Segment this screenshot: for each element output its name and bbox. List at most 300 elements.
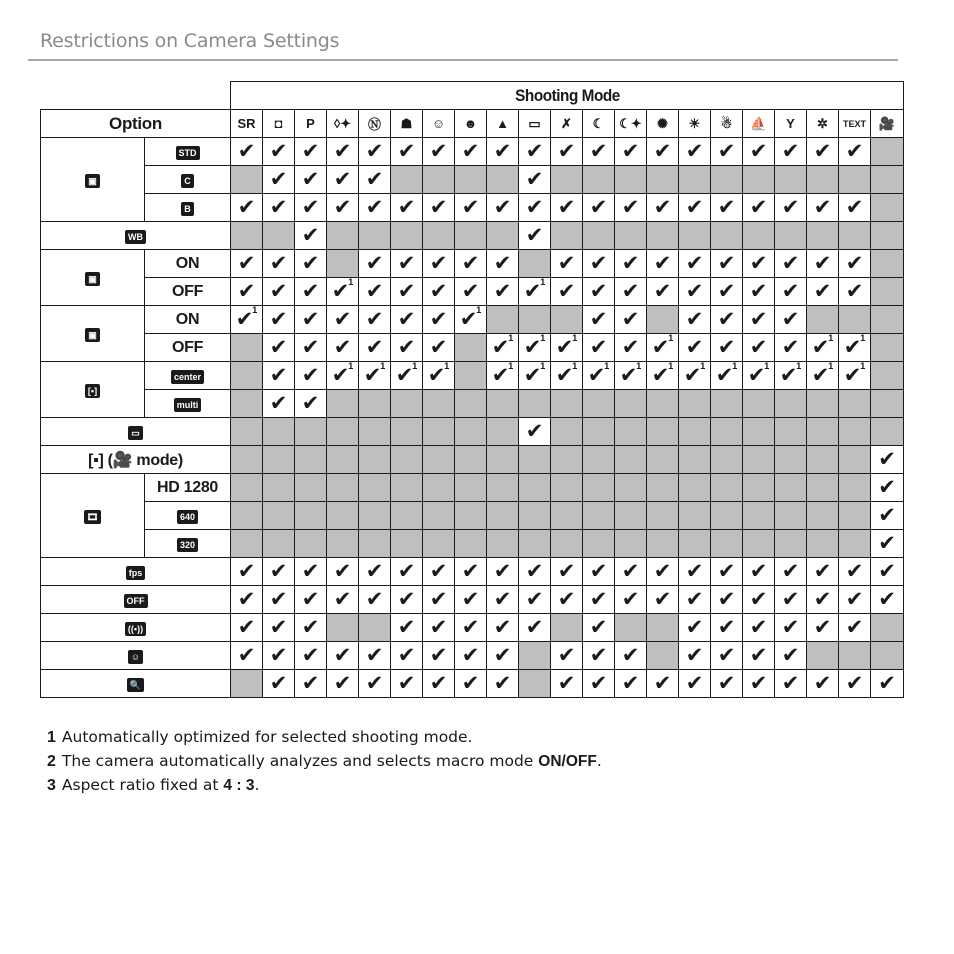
check-icon: ✔: [365, 139, 384, 163]
available-check: [263, 586, 295, 614]
available-check: [359, 334, 391, 362]
unavailable-cell: [263, 418, 295, 446]
unavailable-cell: [583, 446, 615, 474]
available-check: [231, 250, 263, 278]
unavailable-cell: [583, 474, 615, 502]
anti-blur-icon: ◊✦: [327, 110, 359, 138]
unavailable-cell: [295, 418, 327, 446]
unavailable-cell: [327, 502, 359, 530]
check-icon: ✔: [685, 251, 704, 275]
check-icon: ✔: [717, 335, 736, 359]
unavailable-cell: [519, 502, 551, 530]
check-icon: ✔: [749, 139, 768, 163]
check-icon: ✔: [301, 167, 320, 191]
check-icon: ✔: [493, 615, 512, 639]
dual-is-icon: ▣: [85, 272, 100, 286]
unavailable-cell: [327, 446, 359, 474]
available-check: [583, 250, 615, 278]
unavailable-cell: [615, 166, 647, 194]
available-check: [839, 194, 871, 222]
available-check: [775, 306, 807, 334]
unavailable-cell: [231, 222, 263, 250]
available-check: [487, 362, 519, 390]
available-check: [391, 250, 423, 278]
available-check: [391, 138, 423, 166]
available-check: [679, 138, 711, 166]
movie-quality-sub-text: HD 1280: [156, 478, 219, 496]
check-icon: ✔: [235, 307, 254, 331]
panorama-icon: ▭: [128, 426, 143, 440]
check-icon: ✔: [269, 195, 288, 219]
table-row: [41, 418, 904, 446]
unavailable-cell: [359, 390, 391, 418]
available-check: [327, 642, 359, 670]
check-icon: ✔: [845, 279, 864, 303]
available-check: [487, 334, 519, 362]
check-icon: ✔: [237, 279, 256, 303]
unavailable-cell: [775, 502, 807, 530]
available-check: [295, 194, 327, 222]
check-icon: ✔: [555, 363, 574, 387]
available-check: [679, 642, 711, 670]
check-icon: ✔: [878, 503, 896, 527]
check-icon: ✔: [781, 587, 800, 611]
face-detection-icon: [41, 306, 145, 362]
available-check: [455, 586, 487, 614]
unavailable-cell: [775, 222, 807, 250]
unavailable-cell: [679, 502, 711, 530]
available-check: [775, 278, 807, 306]
available-check: [871, 586, 904, 614]
available-check: [455, 278, 487, 306]
check-icon: ✔: [269, 307, 288, 331]
header-rule: [28, 59, 898, 61]
check-icon: ✔: [685, 671, 704, 695]
footnote-1-marker: 1: [348, 361, 354, 371]
table-row: [41, 558, 904, 586]
check-icon: ✔: [429, 307, 448, 331]
check-icon: ✔: [301, 307, 320, 331]
unavailable-cell: [839, 166, 871, 194]
available-check: [775, 586, 807, 614]
check-icon: ✔: [781, 195, 800, 219]
white-balance-label: [41, 222, 231, 250]
available-check: [615, 138, 647, 166]
footnote-1-marker: 1: [476, 305, 482, 315]
check-icon: ✔: [589, 307, 608, 331]
unavailable-cell: [775, 418, 807, 446]
face-detection-sub-text: ON: [175, 310, 200, 328]
unavailable-cell: [807, 418, 839, 446]
unavailable-cell: [327, 418, 359, 446]
available-check: [615, 278, 647, 306]
check-icon: ✔: [717, 139, 736, 163]
table-row: [41, 194, 904, 222]
check-icon: ✔: [429, 279, 448, 303]
check-icon: ✔: [333, 307, 352, 331]
check-icon: ✔: [333, 335, 352, 359]
unavailable-cell: [391, 418, 423, 446]
available-check: [743, 362, 775, 390]
available-check: [231, 558, 263, 586]
unavailable-cell: [391, 502, 423, 530]
footnote-1-marker: 1: [540, 277, 546, 287]
available-check: [295, 278, 327, 306]
check-icon: ✔: [397, 195, 416, 219]
check-icon: ✔: [685, 307, 704, 331]
unavailable-cell: [647, 390, 679, 418]
available-check: [583, 670, 615, 698]
available-check: [455, 306, 487, 334]
available-check: [807, 614, 839, 642]
natural-light-icon: Ⓝ: [359, 110, 391, 138]
available-check: [583, 614, 615, 642]
available-check: [711, 362, 743, 390]
available-check: [327, 166, 359, 194]
unavailable-cell: [871, 166, 904, 194]
available-check: [327, 306, 359, 334]
check-icon: ✔: [749, 251, 768, 275]
available-check: [839, 558, 871, 586]
check-icon: ✔: [749, 559, 768, 583]
unavailable-cell: [807, 166, 839, 194]
unavailable-cell: [615, 390, 647, 418]
available-check: [743, 586, 775, 614]
unavailable-cell: [551, 306, 583, 334]
available-check: [231, 194, 263, 222]
unavailable-cell: [391, 222, 423, 250]
flower-icon: ✲: [807, 110, 839, 138]
check-icon: ✔: [397, 643, 416, 667]
check-icon: ✔: [429, 335, 448, 359]
check-icon: ✔: [491, 335, 510, 359]
unavailable-cell: [455, 418, 487, 446]
check-icon: ✔: [749, 279, 768, 303]
check-icon: ✔: [301, 587, 320, 611]
available-check: [295, 222, 327, 250]
available-check: [743, 334, 775, 362]
check-icon: ✔: [717, 587, 736, 611]
available-check: [807, 670, 839, 698]
available-check: [711, 642, 743, 670]
check-icon: ✔: [429, 139, 448, 163]
available-check: [871, 474, 904, 502]
check-icon: ✔: [397, 335, 416, 359]
check-icon: ✔: [781, 251, 800, 275]
unavailable-cell: [807, 642, 839, 670]
check-icon: ✔: [269, 279, 288, 303]
check-icon: ✔: [493, 195, 512, 219]
unavailable-cell: [743, 474, 775, 502]
blink-label: [41, 642, 231, 670]
dual-is-sub-label: [145, 278, 231, 306]
available-check: [583, 194, 615, 222]
check-icon: ✔: [237, 559, 256, 583]
unavailable-cell: [295, 502, 327, 530]
check-icon: ✔: [749, 643, 768, 667]
check-icon: ✔: [589, 643, 608, 667]
unavailable-cell: [551, 166, 583, 194]
film-simulation-sub-label: [145, 194, 231, 222]
panorama-label: [41, 418, 231, 446]
check-icon: ✔: [685, 643, 704, 667]
check-icon: ✔: [621, 195, 640, 219]
check-icon: ✔: [493, 559, 512, 583]
available-check: [263, 250, 295, 278]
available-check: [679, 306, 711, 334]
face-detection-sub-label: [145, 306, 231, 334]
available-check: [519, 418, 551, 446]
available-check: [743, 306, 775, 334]
available-check: [711, 614, 743, 642]
available-check: [519, 334, 551, 362]
available-check: [359, 306, 391, 334]
available-check: [263, 614, 295, 642]
available-check: [711, 586, 743, 614]
available-check: [423, 138, 455, 166]
unavailable-cell: [743, 502, 775, 530]
footnote-1-marker: 1: [572, 361, 578, 371]
available-check: [711, 306, 743, 334]
unavailable-cell: [871, 306, 904, 334]
unavailable-cell: [423, 446, 455, 474]
unavailable-cell: [519, 642, 551, 670]
check-icon: ✔: [811, 363, 830, 387]
unavailable-cell: [455, 390, 487, 418]
check-icon: ✔: [878, 587, 896, 611]
available-check: [423, 670, 455, 698]
check-icon: ✔: [365, 643, 384, 667]
unavailable-cell: [455, 222, 487, 250]
available-check: [615, 642, 647, 670]
check-icon: ✔: [397, 559, 416, 583]
available-check: [327, 334, 359, 362]
check-icon: ✔: [845, 251, 864, 275]
check-icon: ✔: [685, 335, 704, 359]
unavailable-cell: [327, 614, 359, 642]
unavailable-cell: [647, 614, 679, 642]
check-icon: ✔: [845, 587, 864, 611]
film-simulation-sub-label: [145, 138, 231, 166]
available-check: [647, 138, 679, 166]
text-icon: TEXT: [839, 110, 871, 138]
available-check: [231, 642, 263, 670]
check-icon: ✔: [653, 195, 672, 219]
fireworks-icon: ✺: [647, 110, 679, 138]
check-icon: ✔: [845, 615, 864, 639]
unavailable-cell: [263, 446, 295, 474]
unavailable-cell: [455, 446, 487, 474]
check-icon: ✔: [749, 615, 768, 639]
available-check: [679, 558, 711, 586]
check-icon: ✔: [683, 363, 702, 387]
unavailable-cell: [743, 222, 775, 250]
unavailable-cell: [551, 222, 583, 250]
check-icon: ✔: [589, 671, 608, 695]
check-icon: ✔: [621, 279, 640, 303]
footnote-1-marker: 1: [764, 361, 770, 371]
available-check: [327, 138, 359, 166]
unavailable-cell: [743, 390, 775, 418]
check-icon: ✔: [269, 587, 288, 611]
available-check: [679, 250, 711, 278]
available-check: [775, 362, 807, 390]
unavailable-cell: [871, 222, 904, 250]
available-check: [871, 530, 904, 558]
unavailable-cell: [263, 502, 295, 530]
check-icon: ✔: [429, 615, 448, 639]
movie-quality-sub-label: [145, 502, 231, 530]
check-icon: ✔: [813, 139, 832, 163]
check-icon: ✔: [523, 335, 542, 359]
available-check: [519, 586, 551, 614]
check-icon: ✔: [365, 559, 384, 583]
unavailable-cell: [871, 194, 904, 222]
available-check: [231, 586, 263, 614]
unavailable-cell: [391, 390, 423, 418]
available-check: [487, 278, 519, 306]
available-check: [615, 194, 647, 222]
landscape-icon: ▲: [487, 110, 519, 138]
table-row: [41, 250, 904, 278]
check-icon: ✔: [365, 587, 384, 611]
available-check: [711, 334, 743, 362]
unavailable-cell: [423, 418, 455, 446]
unavailable-cell: [263, 474, 295, 502]
available-check: [743, 138, 775, 166]
table-row: [41, 278, 904, 306]
snow-icon: ☃: [711, 110, 743, 138]
af-mode-sub-label: [145, 362, 231, 390]
check-icon: ✔: [651, 363, 670, 387]
available-check: [391, 278, 423, 306]
footnote-1-marker: 1: [572, 333, 578, 343]
check-icon: ✔: [651, 335, 670, 359]
header-row-modes: [41, 110, 904, 138]
table-row: [41, 474, 904, 502]
check-icon: ✔: [525, 167, 544, 191]
baby-icon: ☺: [423, 110, 455, 138]
check-icon: ✔: [429, 195, 448, 219]
available-check: [295, 586, 327, 614]
check-icon: ✔: [621, 307, 640, 331]
unavailable-cell: [487, 502, 519, 530]
check-icon: ✔: [589, 559, 608, 583]
unavailable-cell: [807, 530, 839, 558]
unavailable-cell: [231, 670, 263, 698]
available-check: [263, 334, 295, 362]
unavailable-cell: [711, 446, 743, 474]
unavailable-cell: [551, 502, 583, 530]
unavailable-cell: [263, 530, 295, 558]
blank-cell: [41, 82, 231, 110]
check-icon: ✔: [621, 335, 640, 359]
unavailable-cell: [423, 502, 455, 530]
available-check: [263, 194, 295, 222]
dual-is-sub-text: OFF: [171, 282, 204, 300]
available-check: [743, 194, 775, 222]
check-icon: ✔: [525, 195, 544, 219]
check-icon: ✔: [461, 643, 480, 667]
check-icon: ✔: [779, 363, 798, 387]
check-icon: ✔: [365, 251, 384, 275]
available-check: [743, 670, 775, 698]
available-check: [519, 614, 551, 642]
night-tripod-icon: ☾✦: [615, 110, 647, 138]
face-detection-sub-text: OFF: [171, 338, 204, 356]
check-icon: ✔: [557, 559, 576, 583]
check-icon: ✔: [557, 279, 576, 303]
check-icon: ✔: [653, 139, 672, 163]
footnote-after: .: [596, 752, 602, 770]
footnote-1-marker: 1: [700, 361, 706, 371]
check-icon: ✔: [427, 363, 446, 387]
check-icon: ✔: [397, 139, 416, 163]
fps-label: [41, 558, 231, 586]
footnote-number: 1: [47, 729, 56, 746]
zoom-label: [41, 670, 231, 698]
check-icon: ✔: [333, 195, 352, 219]
check-icon: ✔: [525, 587, 544, 611]
unavailable-cell: [327, 530, 359, 558]
unavailable-cell: [295, 446, 327, 474]
check-icon: ✔: [555, 335, 574, 359]
available-check: [807, 362, 839, 390]
available-check: [519, 222, 551, 250]
available-check: [615, 306, 647, 334]
unavailable-cell: [423, 474, 455, 502]
unavailable-cell: [615, 614, 647, 642]
check-icon: ✔: [333, 587, 352, 611]
check-icon: ✔: [525, 139, 544, 163]
check-icon: ✔: [781, 307, 800, 331]
check-icon: ✔: [749, 307, 768, 331]
footnote-bold: 4 : 3: [223, 777, 255, 794]
available-check: [711, 670, 743, 698]
check-icon: ✔: [491, 363, 510, 387]
check-icon: ✔: [781, 671, 800, 695]
available-check: [775, 334, 807, 362]
movie-quality-sub-label: [145, 474, 231, 502]
unavailable-cell: [231, 418, 263, 446]
af-mode-icon: [▪]: [85, 384, 100, 398]
unavailable-cell: [327, 474, 359, 502]
available-check: [583, 642, 615, 670]
af-mode-sub-label: [145, 390, 231, 418]
face-detection-icon: ▣: [85, 328, 100, 342]
check-icon: ✔: [301, 335, 320, 359]
check-icon: ✔: [459, 307, 478, 331]
check-icon: ✔: [493, 251, 512, 275]
unavailable-cell: [647, 446, 679, 474]
film-simulation-sub-label: [145, 166, 231, 194]
unavailable-cell: [711, 474, 743, 502]
available-check: [839, 586, 871, 614]
available-check: [519, 194, 551, 222]
unavailable-cell: [871, 334, 904, 362]
check-icon: ✔: [461, 139, 480, 163]
available-check: [391, 614, 423, 642]
available-check: [423, 614, 455, 642]
check-icon: ✔: [813, 671, 832, 695]
unavailable-cell: [231, 334, 263, 362]
available-check: [231, 278, 263, 306]
available-check: [775, 642, 807, 670]
unavailable-cell: [583, 222, 615, 250]
unavailable-cell: [807, 306, 839, 334]
unavailable-cell: [487, 418, 519, 446]
available-check: [711, 278, 743, 306]
